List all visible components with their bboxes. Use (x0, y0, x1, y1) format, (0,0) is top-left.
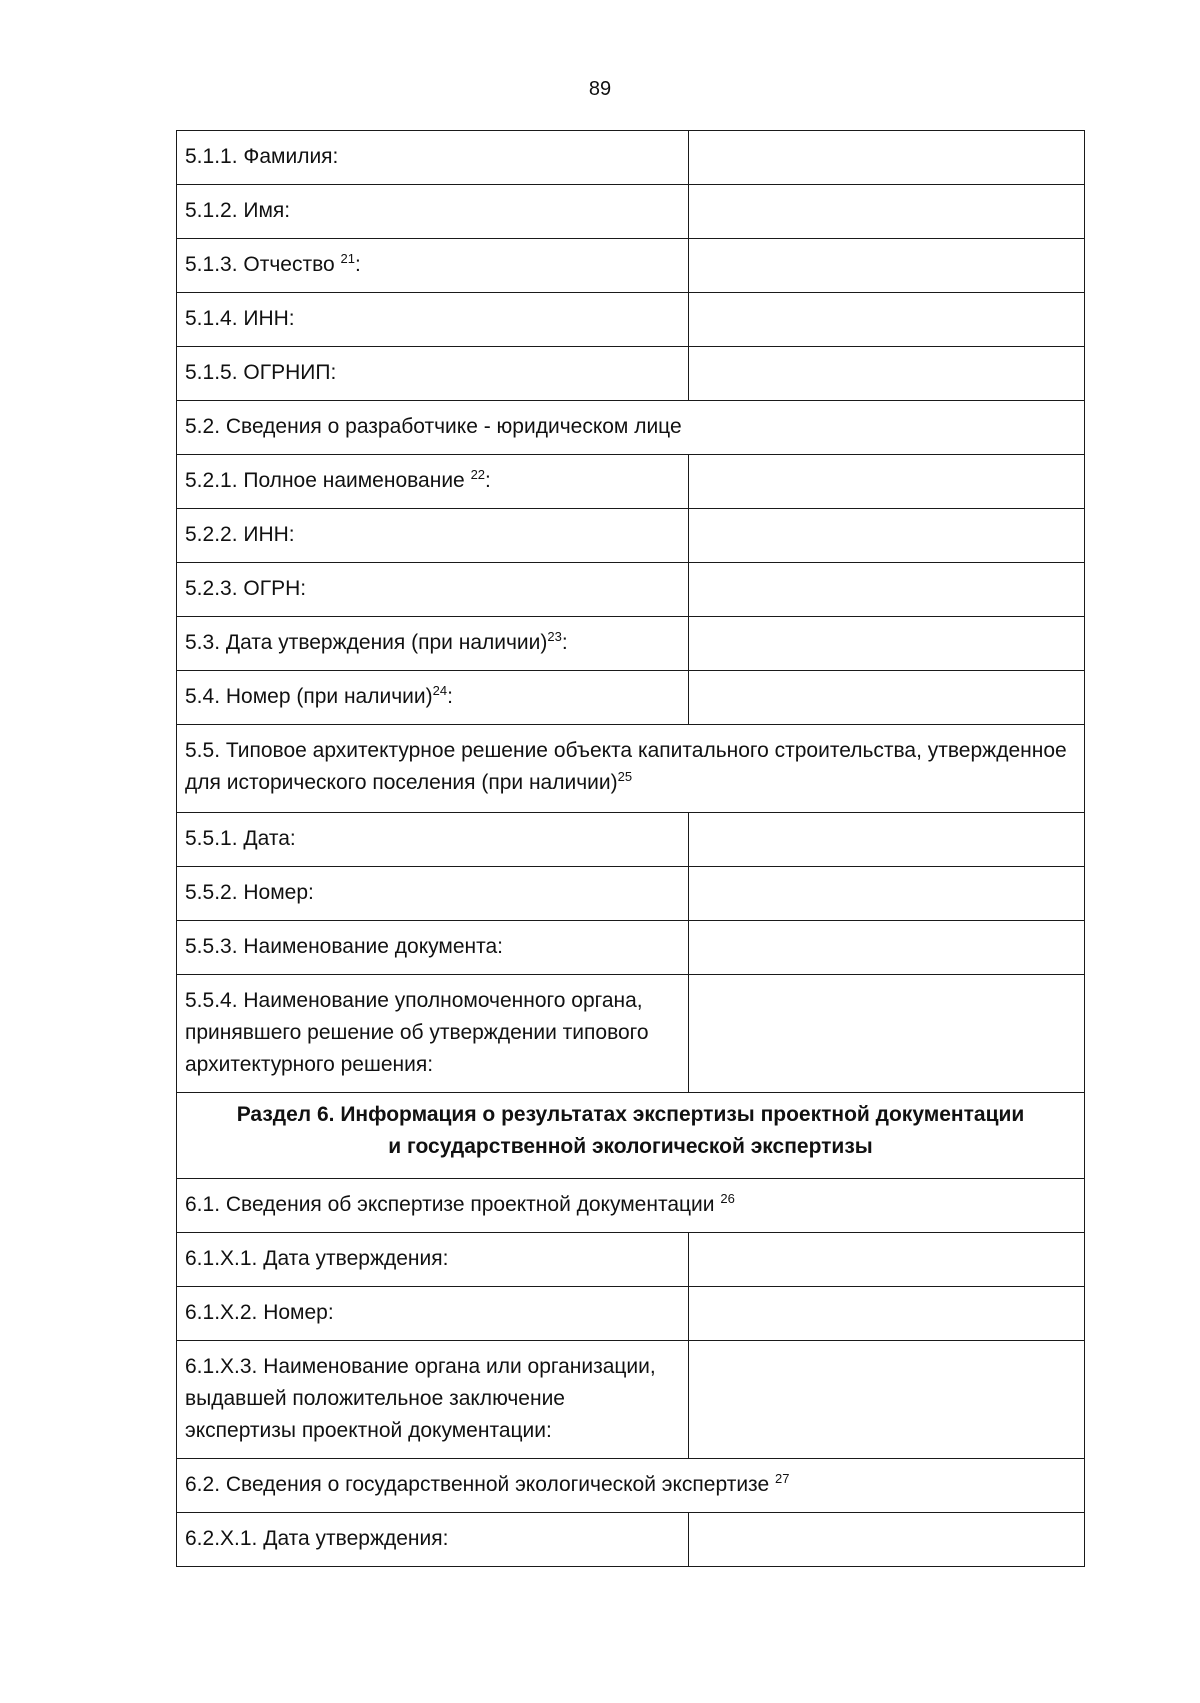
field-label-cell (177, 185, 689, 239)
form-row (177, 509, 1085, 563)
label-tail: : (485, 469, 491, 492)
field-label-line: 5.5.4. Наименование уполномоченного органа, (185, 989, 643, 1012)
form-row (177, 617, 1085, 671)
field-label: 5.1.2. Имя: (185, 199, 291, 222)
form-row (177, 239, 1085, 293)
field-value-cell[interactable] (689, 1513, 1085, 1567)
field-label: 5.1.1. Фамилия: (185, 145, 339, 168)
field-label: 5.2.2. ИНН: (185, 523, 295, 546)
field-label: 5.5.2. Номер: (185, 881, 314, 904)
field-label-line: выдавшей положительное заключение (185, 1387, 565, 1410)
field-label: 5.5.3. Наименование документа: (185, 935, 504, 958)
form-row (177, 131, 1085, 185)
form-row (177, 185, 1085, 239)
form-row (177, 975, 1085, 1093)
form-row (177, 1341, 1085, 1459)
field-value-cell[interactable] (689, 975, 1085, 1093)
section-heading-line: и государственной экологической экспертизы (388, 1135, 873, 1158)
footnote-marker: 24 (432, 683, 448, 698)
subsection-heading-cell (177, 1179, 1085, 1233)
field-label: 6.1.Х.2. Номер: (185, 1301, 334, 1324)
section-heading-cell (177, 1093, 1085, 1179)
field-label: 5.4. Номер (при наличии) (185, 685, 433, 708)
field-label-line: архитектурного решения: (185, 1053, 434, 1076)
field-value-cell[interactable] (689, 1287, 1085, 1341)
field-value-cell[interactable] (689, 131, 1085, 185)
form-row (177, 563, 1085, 617)
field-value-cell[interactable] (689, 1341, 1085, 1459)
field-label-cell (177, 921, 689, 975)
field-value-cell[interactable] (689, 239, 1085, 293)
field-label: 5.1.5. ОГРНИП: (185, 361, 337, 384)
field-value-cell[interactable] (689, 617, 1085, 671)
form-row (177, 401, 1085, 455)
field-label: 5.2.1. Полное наименование (185, 469, 471, 492)
field-label: 5.5. Типовое архитектурное решение объекта капитального строительства, утвержденное для исторического поселения (при наличии) (185, 739, 1067, 794)
form-row (177, 1287, 1085, 1341)
field-label: 5.5.1. Дата: (185, 827, 296, 850)
footnote-marker: 22 (470, 467, 486, 482)
field-value-cell[interactable] (689, 347, 1085, 401)
label-tail: : (354, 253, 361, 276)
form-row (177, 455, 1085, 509)
field-label-line: принявшего решение об утверждении типового (185, 1021, 649, 1044)
form-row (177, 1459, 1085, 1513)
field-label-cell (177, 1233, 689, 1287)
field-label: 5.2.3. ОГРН: (185, 577, 307, 600)
field-value-cell[interactable] (689, 509, 1085, 563)
label-tail: : (447, 685, 453, 708)
field-label-cell (177, 293, 689, 347)
form-row (177, 671, 1085, 725)
form-row (177, 921, 1085, 975)
form-row (177, 1513, 1085, 1567)
footnote-marker: 25 (617, 769, 633, 784)
form-row (177, 813, 1085, 867)
field-label-cell (177, 455, 689, 509)
footnote-marker: 26 (720, 1191, 735, 1206)
field-label-cell (177, 239, 689, 293)
field-value-cell[interactable] (689, 813, 1085, 867)
subsection-heading-cell (177, 725, 1085, 813)
field-label: 5.1.4. ИНН: (185, 307, 295, 330)
field-label: 6.2. Сведения о государственной экологической экспертизе (185, 1473, 775, 1496)
footnote-marker: 27 (774, 1471, 790, 1486)
field-value-cell[interactable] (689, 671, 1085, 725)
field-label: 5.3. Дата утверждения (при наличии) (185, 631, 548, 654)
subsection-heading-cell (177, 1459, 1085, 1513)
field-label: 5.2. Сведения о разработчике - юридическом лице (185, 415, 682, 438)
field-value-cell[interactable] (689, 293, 1085, 347)
registration-form-table (176, 130, 1085, 1567)
field-label-cell (177, 1341, 689, 1459)
field-label-line: 6.1.Х.3. Наименование органа или организации, (185, 1355, 656, 1378)
field-label-cell (177, 975, 689, 1093)
field-label-cell (177, 347, 689, 401)
section-heading-line: Раздел 6. Информация о результатах экспертизы проектной документации (236, 1103, 1025, 1126)
form-row (177, 347, 1085, 401)
form-row (177, 293, 1085, 347)
field-label: 6.1.Х.1. Дата утверждения: (185, 1247, 449, 1270)
field-value-cell[interactable] (689, 867, 1085, 921)
field-label-line: экспертизы проектной документации: (185, 1419, 552, 1442)
field-label-cell (177, 1513, 689, 1567)
page-number: 89 (588, 78, 612, 100)
field-label: 5.1.3. Отчество (185, 253, 341, 276)
field-label-cell (177, 509, 689, 563)
form-row (177, 1093, 1085, 1179)
form-row (177, 725, 1085, 813)
field-value-cell[interactable] (689, 563, 1085, 617)
field-value-cell[interactable] (689, 455, 1085, 509)
field-label: 6.2.Х.1. Дата утверждения: (185, 1527, 449, 1550)
label-tail: : (561, 631, 568, 654)
field-label-cell (177, 131, 689, 185)
field-label-cell (177, 671, 689, 725)
field-label-cell (177, 813, 689, 867)
field-label-cell (177, 1287, 689, 1341)
field-label-cell (177, 617, 689, 671)
form-row (177, 867, 1085, 921)
footnote-marker: 23 (547, 629, 562, 644)
field-value-cell[interactable] (689, 1233, 1085, 1287)
field-label-cell (177, 867, 689, 921)
footnote-marker: 21 (340, 251, 355, 266)
field-value-cell[interactable] (689, 921, 1085, 975)
form-row (177, 1179, 1085, 1233)
subsection-heading-cell (177, 401, 1085, 455)
field-value-cell[interactable] (689, 185, 1085, 239)
field-label: 6.1. Сведения об экспертизе проектной документации (185, 1193, 721, 1216)
form-body (177, 131, 1085, 1567)
field-label-cell (177, 563, 689, 617)
form-row (177, 1233, 1085, 1287)
